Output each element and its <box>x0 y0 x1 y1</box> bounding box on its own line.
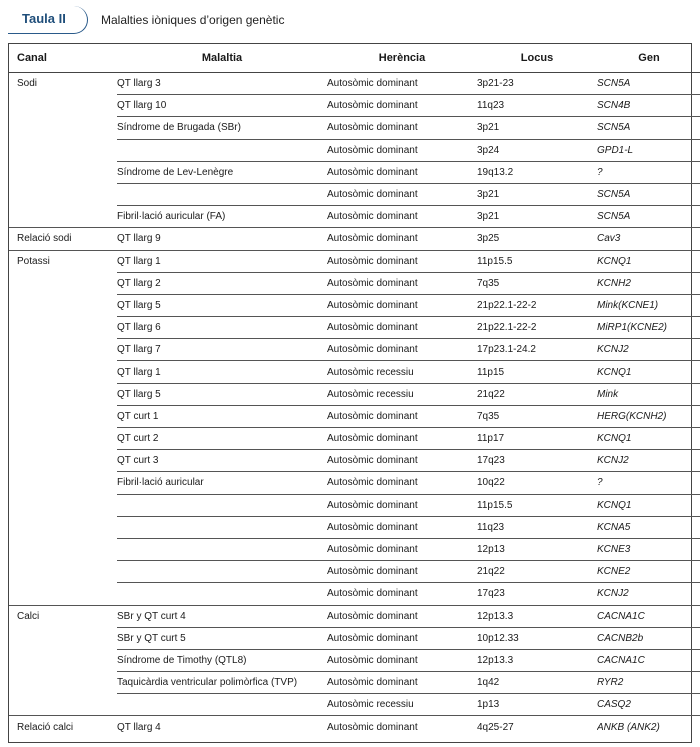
cell-malaltia: QT curt 2 <box>117 428 327 450</box>
table-row <box>9 294 700 316</box>
table-body <box>9 73 700 738</box>
cell-locus: 3p21 <box>477 183 597 205</box>
cell-locus: 17p23.1-24.2 <box>477 339 597 361</box>
cell-gen: SCN4B <box>597 95 700 117</box>
cell-malaltia: QT llarg 7 <box>117 339 327 361</box>
cell-gen: CACNB2b <box>597 627 700 649</box>
cell-malaltia <box>117 516 327 538</box>
cell-canal <box>9 95 117 117</box>
cell-locus: 10q22 <box>477 472 597 494</box>
cell-herencia: Autosòmic dominant <box>327 228 477 250</box>
cell-gen: Mink(KCNE1) <box>597 294 700 316</box>
cell-canal: Relació sodi <box>9 228 117 250</box>
cell-herencia: Autosòmic dominant <box>327 605 477 627</box>
cell-herencia: Autosòmic dominant <box>327 206 477 228</box>
cell-herencia: Autosòmic dominant <box>327 428 477 450</box>
cell-canal <box>9 472 117 494</box>
cell-herencia: Autosòmic recessiu <box>327 361 477 383</box>
cell-malaltia: Fibril·lació auricular <box>117 472 327 494</box>
cell-gen: Mink <box>597 383 700 405</box>
cell-malaltia: QT curt 1 <box>117 405 327 427</box>
cell-malaltia <box>117 494 327 516</box>
cell-gen: KCNE3 <box>597 538 700 560</box>
cell-gen: SCN5A <box>597 183 700 205</box>
cell-herencia: Autosòmic dominant <box>327 294 477 316</box>
table-row <box>9 206 700 228</box>
cell-locus: 1q42 <box>477 672 597 694</box>
table-row <box>9 516 700 538</box>
cell-locus: 3p25 <box>477 228 597 250</box>
table-row <box>9 450 700 472</box>
cell-malaltia: Síndrome de Timothy (QTL8) <box>117 649 327 671</box>
cell-canal <box>9 672 117 694</box>
cell-locus: 12p13 <box>477 538 597 560</box>
header-canal: Canal <box>9 44 117 73</box>
table-row <box>9 561 700 583</box>
cell-malaltia <box>117 183 327 205</box>
cell-gen: KCNQ1 <box>597 250 700 272</box>
cell-herencia: Autosòmic dominant <box>327 516 477 538</box>
table-row <box>9 95 700 117</box>
cell-malaltia: QT llarg 1 <box>117 250 327 272</box>
cell-herencia: Autosòmic dominant <box>327 472 477 494</box>
cell-malaltia: QT llarg 9 <box>117 228 327 250</box>
cell-malaltia: QT llarg 3 <box>117 78 161 90</box>
cell-gen: SCN5A <box>597 206 700 228</box>
cell-malaltia: SBr y QT curt 4 <box>117 605 327 627</box>
cell-locus: 17q23 <box>477 583 597 605</box>
cell-canal <box>9 139 117 161</box>
cell-locus: 11p15.5 <box>477 494 597 516</box>
cell-locus: 11p15 <box>477 361 597 383</box>
table-row <box>9 139 700 161</box>
cell-canal <box>9 383 117 405</box>
cell-canal: Relació calci <box>9 716 117 738</box>
cell-canal <box>9 538 117 560</box>
cell-gen: GPD1-L <box>597 139 700 161</box>
cell-locus: 17q23 <box>477 450 597 472</box>
cell-canal <box>9 317 117 339</box>
cell-locus: 11q23 <box>477 516 597 538</box>
cell-locus: 11p15.5 <box>477 250 597 272</box>
table-row <box>9 117 700 139</box>
cell-herencia: Autosòmic dominant <box>327 561 477 583</box>
table-row <box>9 183 700 205</box>
cell-herencia: Autosòmic dominant <box>327 117 477 139</box>
table-row <box>9 694 700 716</box>
table-row <box>9 405 700 427</box>
cell-gen: CACNA1C <box>597 649 700 671</box>
table-row <box>9 472 700 494</box>
table-row <box>9 627 700 649</box>
cell-gen: Cav3 <box>597 228 700 250</box>
table-row <box>9 538 700 560</box>
cell-gen: KCNJ2 <box>597 339 700 361</box>
cell-herencia: Autosòmic dominant <box>327 538 477 560</box>
cell-malaltia <box>117 538 327 560</box>
cell-malaltia: Síndrome de Lev-Lenègre <box>117 161 327 183</box>
table-row <box>9 361 700 383</box>
cell-malaltia: QT llarg 6 <box>117 317 327 339</box>
table-row <box>9 250 700 272</box>
cell-canal <box>9 339 117 361</box>
cell-gen: HERG(KCNH2) <box>597 405 700 427</box>
cell-canal <box>9 294 117 316</box>
table-row <box>9 73 700 95</box>
cell-gen: KCNA5 <box>597 516 700 538</box>
cell-malaltia <box>117 561 327 583</box>
table-row <box>9 716 700 738</box>
cell-locus: 21q22 <box>477 561 597 583</box>
cell-locus: 19q13.2 <box>477 161 597 183</box>
table-row <box>9 339 700 361</box>
cell-canal <box>9 694 117 716</box>
disease-table-frame <box>8 43 692 743</box>
caption-label: Taula II <box>22 11 66 26</box>
cell-locus: 12p13.3 <box>477 649 597 671</box>
cell-herencia: Autosòmic dominant <box>327 405 477 427</box>
cell-locus: 12p13.3 <box>477 605 597 627</box>
cell-malaltia: QT llarg 10 <box>117 95 327 117</box>
cell-herencia: Autosòmic dominant <box>327 161 477 183</box>
cell-malaltia: QT llarg 4 <box>117 716 327 738</box>
cell-herencia: Autosòmic dominant <box>327 627 477 649</box>
cell-locus: 7q35 <box>477 272 597 294</box>
cell-locus: 3p21-23 <box>477 78 514 90</box>
cell-malaltia: SBr y QT curt 5 <box>117 627 327 649</box>
cell-gen: KCNJ2 <box>597 583 700 605</box>
cell-gen: CASQ2 <box>597 694 700 716</box>
header-herencia: Herència <box>327 44 477 73</box>
cell-malaltia: QT curt 3 <box>117 450 327 472</box>
cell-gen: KCNQ1 <box>597 361 700 383</box>
header-gen: Gen <box>597 44 700 73</box>
cell-locus: 10p12.33 <box>477 627 597 649</box>
cell-canal <box>9 361 117 383</box>
cell-herencia: Autosòmic recessiu <box>327 694 477 716</box>
cell-locus: 3p24 <box>477 139 597 161</box>
cell-herencia: Autosòmic dominant <box>327 583 477 605</box>
cell-canal <box>9 561 117 583</box>
cell-malaltia: QT llarg 5 <box>117 383 327 405</box>
cell-herencia: Autosòmic dominant <box>327 672 477 694</box>
cell-malaltia: QT llarg 1 <box>117 361 327 383</box>
cell-herencia: Autosòmic dominant <box>327 250 477 272</box>
cell-gen: SCN5A <box>597 117 700 139</box>
cell-locus: 21p22.1-22-2 <box>477 317 597 339</box>
table-row <box>9 672 700 694</box>
cell-canal <box>9 516 117 538</box>
cell-locus: 21p22.1-22-2 <box>477 294 597 316</box>
cell-malaltia: Síndrome de Brugada (SBr) <box>117 117 327 139</box>
cell-gen: SCN5A <box>597 78 631 90</box>
cell-canal: Sodi <box>17 78 38 90</box>
table-row <box>9 605 700 627</box>
table-row <box>9 228 700 250</box>
cell-malaltia: Fibril·lació auricular (FA) <box>117 206 327 228</box>
cell-locus: 4q25-27 <box>477 716 597 738</box>
cell-gen: CACNA1C <box>597 605 700 627</box>
cell-canal <box>9 117 117 139</box>
cell-herencia: Autosòmic dominant <box>327 272 477 294</box>
cell-herencia: Autosòmic dominant <box>327 317 477 339</box>
cell-canal <box>9 450 117 472</box>
cell-canal <box>9 583 117 605</box>
table-row <box>9 383 700 405</box>
cell-gen: KCNJ2 <box>597 450 700 472</box>
cell-gen: KCNQ1 <box>597 494 700 516</box>
cell-herencia: Autosòmic dominant <box>327 78 418 90</box>
cell-locus: 11p17 <box>477 428 597 450</box>
cell-canal: Potassi <box>9 250 117 272</box>
table-header-row <box>9 44 700 73</box>
cell-malaltia: QT llarg 5 <box>117 294 327 316</box>
cell-malaltia <box>117 694 327 716</box>
cell-malaltia <box>117 583 327 605</box>
cell-herencia: Autosòmic dominant <box>327 649 477 671</box>
cell-canal <box>9 428 117 450</box>
header-locus: Locus <box>477 44 597 73</box>
cell-herencia: Autosòmic dominant <box>327 716 477 738</box>
cell-herencia: Autosòmic dominant <box>327 95 477 117</box>
header-malaltia: Malaltia <box>117 44 327 73</box>
disease-table <box>9 44 700 738</box>
cell-locus: 3p21 <box>477 117 597 139</box>
cell-herencia: Autosòmic dominant <box>327 494 477 516</box>
cell-herencia: Autosòmic dominant <box>327 450 477 472</box>
cell-gen: KCNH2 <box>597 272 700 294</box>
table-caption <box>8 6 692 36</box>
cell-canal <box>9 206 117 228</box>
cell-canal <box>9 494 117 516</box>
cell-canal: Calci <box>9 605 117 627</box>
cell-herencia: Autosòmic dominant <box>327 183 477 205</box>
cell-canal <box>9 183 117 205</box>
cell-canal <box>9 272 117 294</box>
cell-gen: ANKB (ANK2) <box>597 716 700 738</box>
cell-gen: KCNQ1 <box>597 428 700 450</box>
cell-locus: 7q35 <box>477 405 597 427</box>
table-row <box>9 583 700 605</box>
table-row <box>9 649 700 671</box>
table-row <box>9 494 700 516</box>
table-row <box>9 428 700 450</box>
cell-gen: KCNE2 <box>597 561 700 583</box>
table-row <box>9 161 700 183</box>
cell-canal <box>9 627 117 649</box>
cell-gen: RYR2 <box>597 672 700 694</box>
cell-canal <box>9 405 117 427</box>
cell-malaltia <box>117 139 327 161</box>
cell-herencia: Autosòmic dominant <box>327 339 477 361</box>
cell-malaltia: Taquicàrdia ventricular polimòrfica (TVP) <box>117 672 327 694</box>
cell-locus: 21q22 <box>477 383 597 405</box>
cell-locus: 3p21 <box>477 206 597 228</box>
table-row <box>9 317 700 339</box>
cell-canal <box>9 161 117 183</box>
cell-gen: MiRP1(KCNE2) <box>597 317 700 339</box>
table-row <box>9 272 700 294</box>
cell-canal <box>9 649 117 671</box>
cell-herencia: Autosòmic recessiu <box>327 383 477 405</box>
cell-malaltia: QT llarg 2 <box>117 272 327 294</box>
cell-locus: 11q23 <box>477 95 597 117</box>
cell-gen: ? <box>597 161 700 183</box>
cell-gen: ? <box>597 472 700 494</box>
caption-title: Malalties iòniques d’origen genètic <box>101 13 285 27</box>
cell-locus: 1p13 <box>477 694 597 716</box>
cell-herencia: Autosòmic dominant <box>327 139 477 161</box>
